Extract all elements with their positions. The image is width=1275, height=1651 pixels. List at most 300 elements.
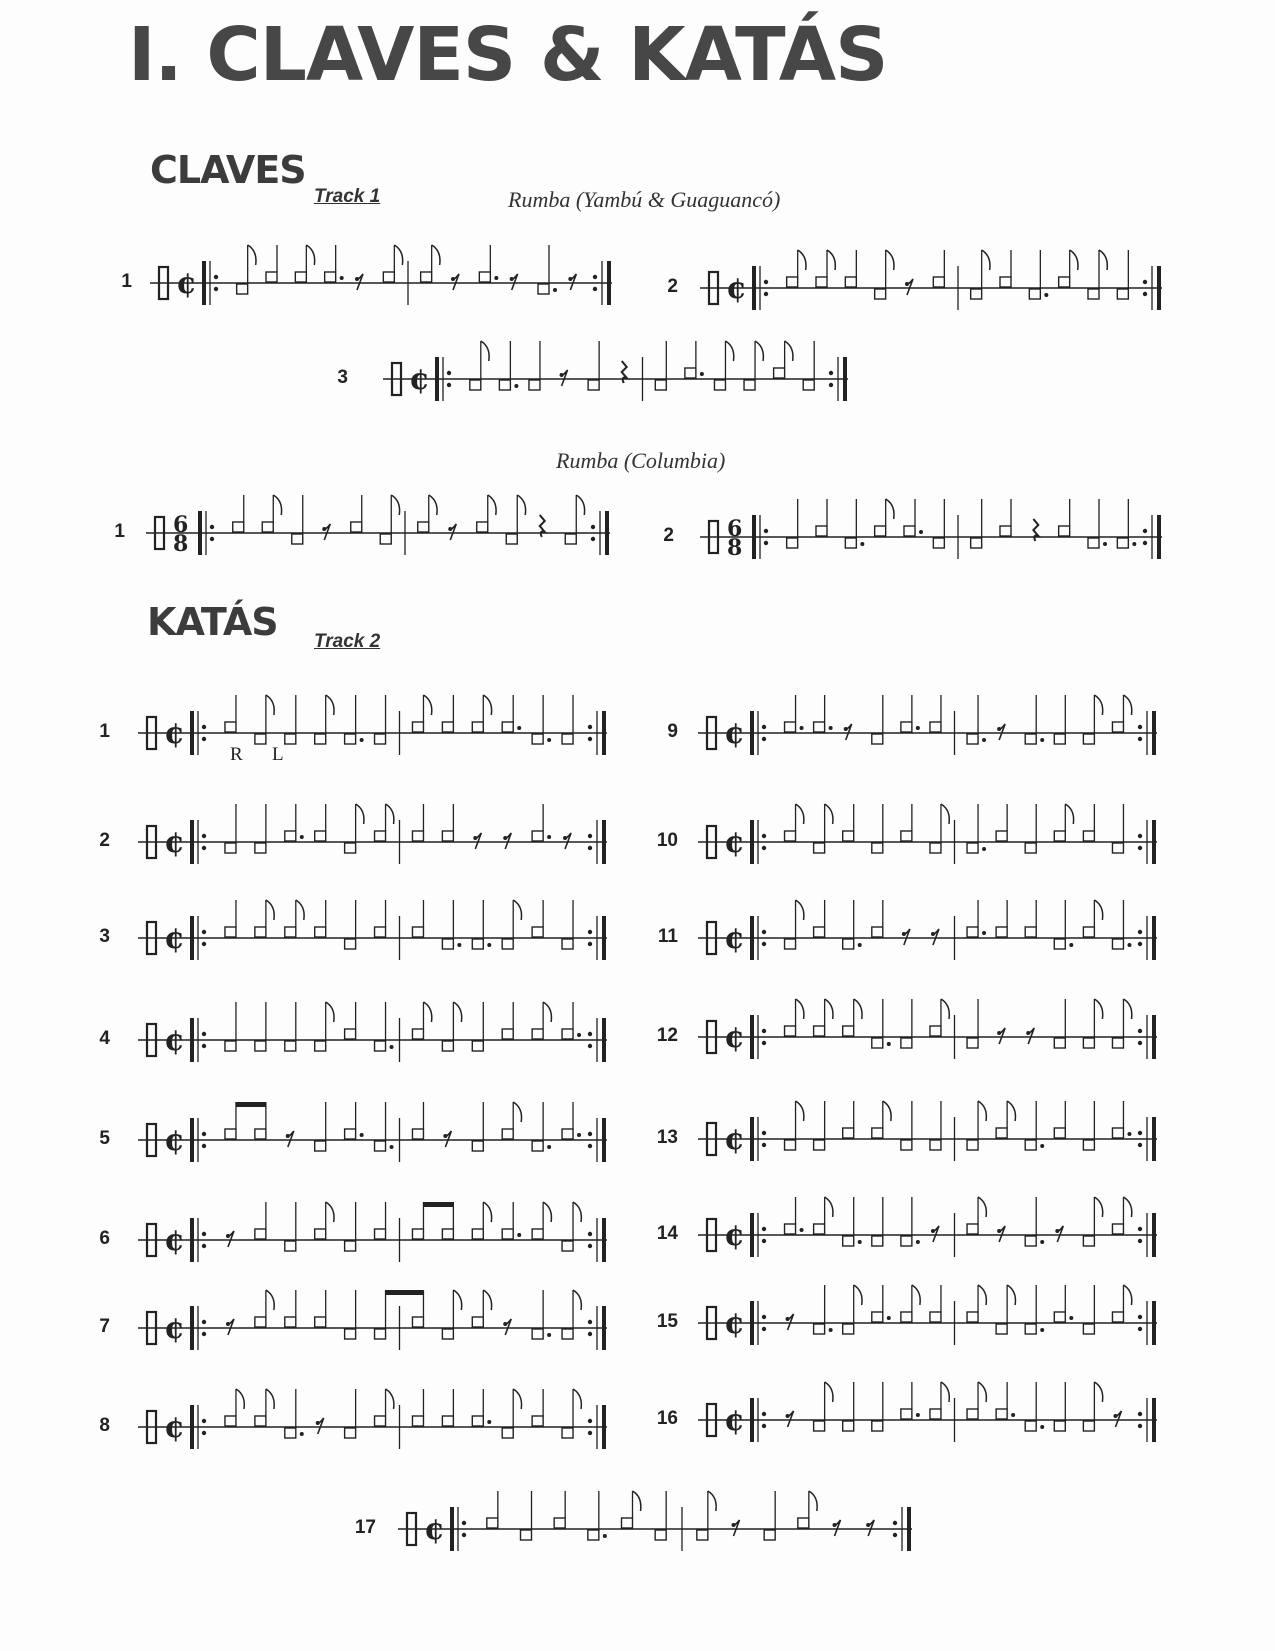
note-head bbox=[412, 927, 423, 937]
note-head bbox=[1025, 927, 1036, 937]
note-head bbox=[1059, 277, 1070, 287]
note-flag bbox=[296, 900, 304, 920]
note-head bbox=[285, 1428, 296, 1438]
note-head bbox=[714, 380, 725, 390]
eighth-rest-icon bbox=[475, 833, 481, 849]
note-head bbox=[843, 1324, 854, 1334]
note-head bbox=[375, 1329, 386, 1339]
note-head bbox=[1054, 831, 1065, 841]
note-head bbox=[266, 272, 277, 282]
note-flag bbox=[483, 695, 491, 715]
note-head bbox=[1025, 1236, 1036, 1246]
note-head bbox=[562, 1129, 573, 1139]
cut-time-icon: ¢ bbox=[164, 1311, 185, 1346]
note-head bbox=[872, 1421, 883, 1431]
note-flag bbox=[573, 1290, 581, 1310]
note-head bbox=[375, 1041, 386, 1051]
note-head bbox=[375, 831, 386, 841]
repeat-dot bbox=[210, 525, 214, 529]
eighth-rest-icon bbox=[445, 1131, 451, 1147]
note-head bbox=[225, 843, 236, 853]
repeat-dot bbox=[588, 1132, 592, 1136]
note-head bbox=[875, 289, 886, 299]
note-head bbox=[421, 272, 432, 282]
note-flag bbox=[513, 1389, 521, 1409]
yambu-subtitle: Rumba (Yambú & Guaguancó) bbox=[508, 187, 781, 212]
repeat-dot bbox=[462, 1533, 466, 1537]
note-flag bbox=[1065, 804, 1073, 824]
note-flag bbox=[432, 245, 440, 265]
staff-line bbox=[688, 797, 1167, 887]
repeat-dot bbox=[762, 1041, 766, 1045]
repeat-dot bbox=[829, 371, 833, 375]
dot bbox=[1132, 542, 1136, 546]
repeat-dot bbox=[1138, 1131, 1142, 1135]
note-flag bbox=[391, 495, 399, 515]
repeat-dot bbox=[591, 537, 595, 541]
exercise-number: 2 bbox=[663, 525, 674, 546]
repeat-dot bbox=[202, 1419, 206, 1423]
dot bbox=[1040, 1240, 1044, 1244]
note-head bbox=[1112, 1038, 1123, 1048]
exercise-number: 16 bbox=[656, 1408, 678, 1429]
note-head bbox=[843, 1026, 854, 1036]
note-head bbox=[1117, 538, 1128, 548]
dot bbox=[487, 943, 491, 947]
note-flag bbox=[488, 495, 496, 515]
note-head bbox=[472, 1041, 483, 1051]
exercise-number: 10 bbox=[656, 830, 678, 851]
repeat-start-bar bbox=[190, 820, 194, 864]
repeat-dot bbox=[1138, 1412, 1142, 1416]
dot bbox=[829, 726, 833, 730]
note-head bbox=[1117, 289, 1128, 299]
dot bbox=[887, 1042, 891, 1046]
dot bbox=[916, 1413, 920, 1417]
dot bbox=[547, 738, 551, 742]
dot bbox=[517, 726, 521, 730]
note-head bbox=[487, 1518, 498, 1528]
note-head bbox=[1054, 1421, 1065, 1431]
repeat-start-bar bbox=[750, 1398, 754, 1442]
note-head bbox=[996, 1128, 1007, 1138]
note-head bbox=[845, 277, 856, 287]
note-head bbox=[588, 1530, 599, 1540]
repeat-start-bar bbox=[450, 1507, 454, 1551]
note-head bbox=[787, 277, 798, 287]
note-head bbox=[967, 843, 978, 853]
cut-time-icon: ¢ bbox=[164, 716, 185, 751]
note-head bbox=[1083, 1236, 1094, 1246]
repeat-dot bbox=[1138, 737, 1142, 741]
note-head bbox=[901, 722, 912, 732]
dot bbox=[858, 1240, 862, 1244]
note-head bbox=[816, 277, 827, 287]
eighth-rest-icon bbox=[570, 274, 576, 290]
note-flag bbox=[941, 1382, 949, 1402]
claves-heading: CLAVES bbox=[150, 148, 306, 192]
repeat-dot bbox=[762, 1239, 766, 1243]
repeat-start-bar bbox=[752, 266, 756, 310]
note-head bbox=[1112, 939, 1123, 949]
note-head bbox=[764, 1530, 775, 1540]
repeat-end-bar bbox=[602, 916, 606, 960]
repeat-end-bar bbox=[1152, 1301, 1156, 1345]
note-head bbox=[814, 1224, 825, 1234]
dot bbox=[700, 372, 704, 376]
cut-time-icon: ¢ bbox=[164, 1410, 185, 1445]
note-flag bbox=[517, 495, 525, 515]
note-flag bbox=[356, 804, 364, 824]
repeat-dot bbox=[1138, 1029, 1142, 1033]
note-head bbox=[1083, 1140, 1094, 1150]
note-head bbox=[967, 1038, 978, 1048]
staff-line bbox=[688, 1094, 1167, 1184]
repeat-dot bbox=[202, 1144, 206, 1148]
note-head bbox=[285, 927, 296, 937]
note-head bbox=[967, 1140, 978, 1150]
note-head bbox=[225, 927, 236, 937]
note-flag bbox=[809, 1491, 817, 1511]
dot bbox=[487, 1420, 491, 1424]
note-flag bbox=[1123, 1197, 1131, 1217]
note-head bbox=[472, 1141, 483, 1151]
exercise-number: 7 bbox=[99, 1316, 110, 1337]
repeat-dot bbox=[762, 1327, 766, 1331]
repeat-end-bar bbox=[602, 1018, 606, 1062]
note-head bbox=[1083, 927, 1094, 937]
repeat-end-bar bbox=[1152, 916, 1156, 960]
repeat-dot bbox=[588, 942, 592, 946]
cut-time-icon: ¢ bbox=[724, 1306, 745, 1341]
note-flag bbox=[1070, 250, 1078, 270]
repeat-dot bbox=[1138, 1239, 1142, 1243]
exercise-number: 13 bbox=[656, 1127, 678, 1148]
dot bbox=[916, 1240, 920, 1244]
note-head bbox=[538, 284, 549, 294]
eighth-rest-icon bbox=[228, 1319, 234, 1335]
note-head bbox=[875, 526, 886, 536]
dot bbox=[887, 1316, 891, 1320]
note-head bbox=[472, 1229, 483, 1239]
repeat-dot bbox=[762, 846, 766, 850]
note-head bbox=[499, 380, 510, 390]
staff-line bbox=[688, 992, 1167, 1082]
note-flag bbox=[306, 245, 314, 265]
note-head bbox=[562, 1241, 573, 1251]
note-flag bbox=[1094, 900, 1102, 920]
dot bbox=[858, 943, 862, 947]
note-head bbox=[532, 927, 543, 937]
note-head bbox=[588, 380, 599, 390]
dot bbox=[390, 1145, 394, 1149]
note-flag bbox=[483, 1202, 491, 1222]
note-flag bbox=[825, 999, 833, 1019]
note-flag bbox=[796, 999, 804, 1019]
note-flag bbox=[1094, 695, 1102, 715]
eighth-rest-icon bbox=[228, 1231, 234, 1247]
note-head bbox=[295, 272, 306, 282]
eighth-rest-icon bbox=[1057, 1226, 1063, 1242]
note-head bbox=[967, 1224, 978, 1234]
note-head bbox=[285, 831, 296, 841]
note-head bbox=[345, 1329, 356, 1339]
cut-time-icon: ¢ bbox=[409, 362, 430, 397]
repeat-start-bar bbox=[190, 1405, 194, 1449]
note-head bbox=[901, 831, 912, 841]
note-head bbox=[967, 1312, 978, 1322]
repeat-dot bbox=[762, 942, 766, 946]
note-head bbox=[262, 522, 273, 532]
repeat-dot bbox=[214, 275, 218, 279]
repeat-dot bbox=[1138, 846, 1142, 850]
note-head bbox=[803, 380, 814, 390]
note-flag bbox=[825, 1382, 833, 1402]
cut-time-icon: ¢ bbox=[724, 921, 745, 956]
note-flag bbox=[886, 250, 894, 270]
dot bbox=[300, 1432, 304, 1436]
note-head bbox=[532, 1416, 543, 1426]
note-flag bbox=[394, 245, 402, 265]
note-head bbox=[375, 734, 386, 744]
note-head bbox=[814, 722, 825, 732]
repeat-dot bbox=[202, 942, 206, 946]
note-head bbox=[412, 1317, 423, 1327]
repeat-dot bbox=[588, 1232, 592, 1236]
note-head bbox=[554, 1518, 565, 1528]
note-head bbox=[255, 1129, 266, 1139]
dot bbox=[1127, 943, 1131, 947]
note-flag bbox=[1094, 1197, 1102, 1217]
note-head bbox=[1025, 1421, 1036, 1431]
eighth-rest-icon bbox=[907, 279, 913, 295]
eighth-rest-icon bbox=[562, 370, 568, 386]
note-head bbox=[345, 1029, 356, 1039]
repeat-dot bbox=[1143, 280, 1147, 284]
dot bbox=[1011, 1413, 1015, 1417]
note-head bbox=[785, 939, 796, 949]
repeat-start-bar bbox=[752, 515, 756, 559]
dot bbox=[360, 738, 364, 742]
repeat-start-bar bbox=[190, 1118, 194, 1162]
note-flag bbox=[266, 900, 274, 920]
repeat-start-bar bbox=[750, 711, 754, 755]
repeat-dot bbox=[762, 725, 766, 729]
cut-time-icon: ¢ bbox=[164, 1123, 185, 1158]
repeat-end-bar bbox=[1152, 1213, 1156, 1257]
note-flag bbox=[883, 1101, 891, 1121]
note-head bbox=[1083, 1038, 1094, 1048]
note-flag bbox=[798, 250, 806, 270]
dot bbox=[390, 1045, 394, 1049]
note-head bbox=[375, 1141, 386, 1151]
cut-time-icon: ¢ bbox=[176, 266, 197, 301]
note-flag bbox=[1123, 695, 1131, 715]
note-head bbox=[872, 927, 883, 937]
dot bbox=[916, 726, 920, 730]
note-head bbox=[442, 722, 453, 732]
cut-time-icon: ¢ bbox=[164, 1023, 185, 1058]
note-head bbox=[412, 1029, 423, 1039]
note-head bbox=[315, 1041, 326, 1051]
note-head bbox=[872, 734, 883, 744]
eighth-rest-icon bbox=[357, 274, 363, 290]
note-head bbox=[562, 1329, 573, 1339]
exercise-number: 14 bbox=[656, 1223, 678, 1244]
note-flag bbox=[386, 804, 394, 824]
note-head bbox=[285, 1041, 296, 1051]
note-head bbox=[930, 1026, 941, 1036]
eighth-rest-icon bbox=[565, 833, 571, 849]
note-head bbox=[930, 1409, 941, 1419]
repeat-dot bbox=[210, 537, 214, 541]
note-head bbox=[255, 927, 266, 937]
note-flag bbox=[978, 1197, 986, 1217]
claves-track-label: Track 1 bbox=[314, 186, 381, 207]
note-flag bbox=[941, 999, 949, 1019]
quarter-rest-icon bbox=[622, 361, 627, 383]
note-head bbox=[1112, 1128, 1123, 1138]
repeat-start-bar bbox=[190, 916, 194, 960]
note-flag bbox=[755, 341, 763, 361]
note-flag bbox=[1094, 1382, 1102, 1402]
note-head bbox=[930, 843, 941, 853]
repeat-dot bbox=[1138, 1315, 1142, 1319]
repeat-dot bbox=[588, 846, 592, 850]
dot bbox=[800, 1228, 804, 1232]
repeat-dot bbox=[588, 930, 592, 934]
note-flag bbox=[978, 1285, 986, 1305]
repeat-dot bbox=[588, 1144, 592, 1148]
note-flag bbox=[941, 804, 949, 824]
note-head bbox=[292, 534, 303, 544]
note-head bbox=[843, 1128, 854, 1138]
repeat-end-bar bbox=[605, 511, 609, 555]
repeat-end-bar bbox=[602, 820, 606, 864]
note-head bbox=[685, 368, 696, 378]
repeat-dot bbox=[588, 725, 592, 729]
staff-line bbox=[388, 1484, 922, 1574]
note-head bbox=[532, 1141, 543, 1151]
repeat-dot bbox=[762, 834, 766, 838]
staff-line bbox=[373, 334, 858, 424]
repeat-dot bbox=[202, 1320, 206, 1324]
eighth-rest-icon bbox=[835, 1520, 841, 1536]
dot bbox=[1040, 1144, 1044, 1148]
repeat-dot bbox=[447, 371, 451, 375]
eighth-rest-icon bbox=[450, 524, 456, 540]
note-head bbox=[933, 277, 944, 287]
repeat-dot bbox=[1138, 942, 1142, 946]
repeat-end-bar bbox=[1152, 1117, 1156, 1161]
note-head bbox=[472, 1416, 483, 1426]
eighth-rest-icon bbox=[453, 274, 459, 290]
note-head bbox=[315, 1317, 326, 1327]
staff-line bbox=[690, 243, 1172, 333]
note-flag bbox=[886, 499, 894, 519]
eighth-rest-icon bbox=[788, 1314, 794, 1330]
note-head bbox=[787, 538, 798, 548]
staff-line bbox=[688, 1278, 1167, 1368]
note-head bbox=[502, 939, 513, 949]
note-head bbox=[255, 1416, 266, 1426]
eighth-rest-icon bbox=[999, 724, 1005, 740]
note-flag bbox=[266, 1290, 274, 1310]
repeat-dot bbox=[762, 1131, 766, 1135]
dot bbox=[982, 847, 986, 851]
note-head bbox=[412, 722, 423, 732]
repeat-dot bbox=[764, 541, 768, 545]
repeat-dot bbox=[762, 1143, 766, 1147]
note-head bbox=[744, 380, 755, 390]
repeat-start-bar bbox=[750, 820, 754, 864]
note-head bbox=[843, 939, 854, 949]
note-flag bbox=[266, 1389, 274, 1409]
note-head bbox=[814, 1324, 825, 1334]
note-head bbox=[412, 1229, 423, 1239]
note-head bbox=[1000, 526, 1011, 536]
repeat-dot bbox=[1143, 541, 1147, 545]
repeat-dot bbox=[762, 1227, 766, 1231]
cut-time-icon: ¢ bbox=[724, 825, 745, 860]
repeat-dot bbox=[829, 383, 833, 387]
note-head bbox=[285, 734, 296, 744]
repeat-dot bbox=[588, 1244, 592, 1248]
repeat-start-bar bbox=[750, 1117, 754, 1161]
cut-time-icon: ¢ bbox=[724, 1122, 745, 1157]
repeat-start-bar bbox=[750, 916, 754, 960]
note-head bbox=[1088, 538, 1099, 548]
cut-time-icon: ¢ bbox=[424, 1512, 445, 1547]
note-head bbox=[1112, 722, 1123, 732]
dot bbox=[919, 530, 923, 534]
dot bbox=[1040, 1425, 1044, 1429]
note-head bbox=[565, 534, 576, 544]
exercise-number: 15 bbox=[656, 1311, 678, 1332]
note-head bbox=[442, 1329, 453, 1339]
repeat-dot bbox=[591, 525, 595, 529]
repeat-dot bbox=[593, 287, 597, 291]
note-head bbox=[901, 1140, 912, 1150]
repeat-dot bbox=[893, 1521, 897, 1525]
note-head bbox=[285, 1241, 296, 1251]
dot bbox=[553, 288, 557, 292]
note-head bbox=[971, 289, 982, 299]
note-head bbox=[814, 927, 825, 937]
repeat-dot bbox=[1138, 834, 1142, 838]
note-head bbox=[901, 1409, 912, 1419]
repeat-start-bar bbox=[190, 1218, 194, 1262]
note-head bbox=[345, 939, 356, 949]
note-head bbox=[843, 1421, 854, 1431]
note-head bbox=[872, 1038, 883, 1048]
note-head bbox=[1112, 1312, 1123, 1322]
cut-time-icon: ¢ bbox=[164, 1223, 185, 1258]
note-head bbox=[502, 1029, 513, 1039]
note-head bbox=[814, 843, 825, 853]
staff-line bbox=[128, 893, 617, 983]
eighth-rest-icon bbox=[1115, 1411, 1121, 1427]
dot bbox=[340, 276, 344, 280]
staff-line bbox=[136, 488, 620, 578]
note-head bbox=[225, 1416, 236, 1426]
exercise-number: 3 bbox=[337, 367, 348, 388]
note-head bbox=[785, 831, 796, 841]
note-head bbox=[442, 1416, 453, 1426]
repeat-dot bbox=[1138, 1327, 1142, 1331]
note-head bbox=[521, 1530, 532, 1540]
note-head bbox=[470, 380, 481, 390]
